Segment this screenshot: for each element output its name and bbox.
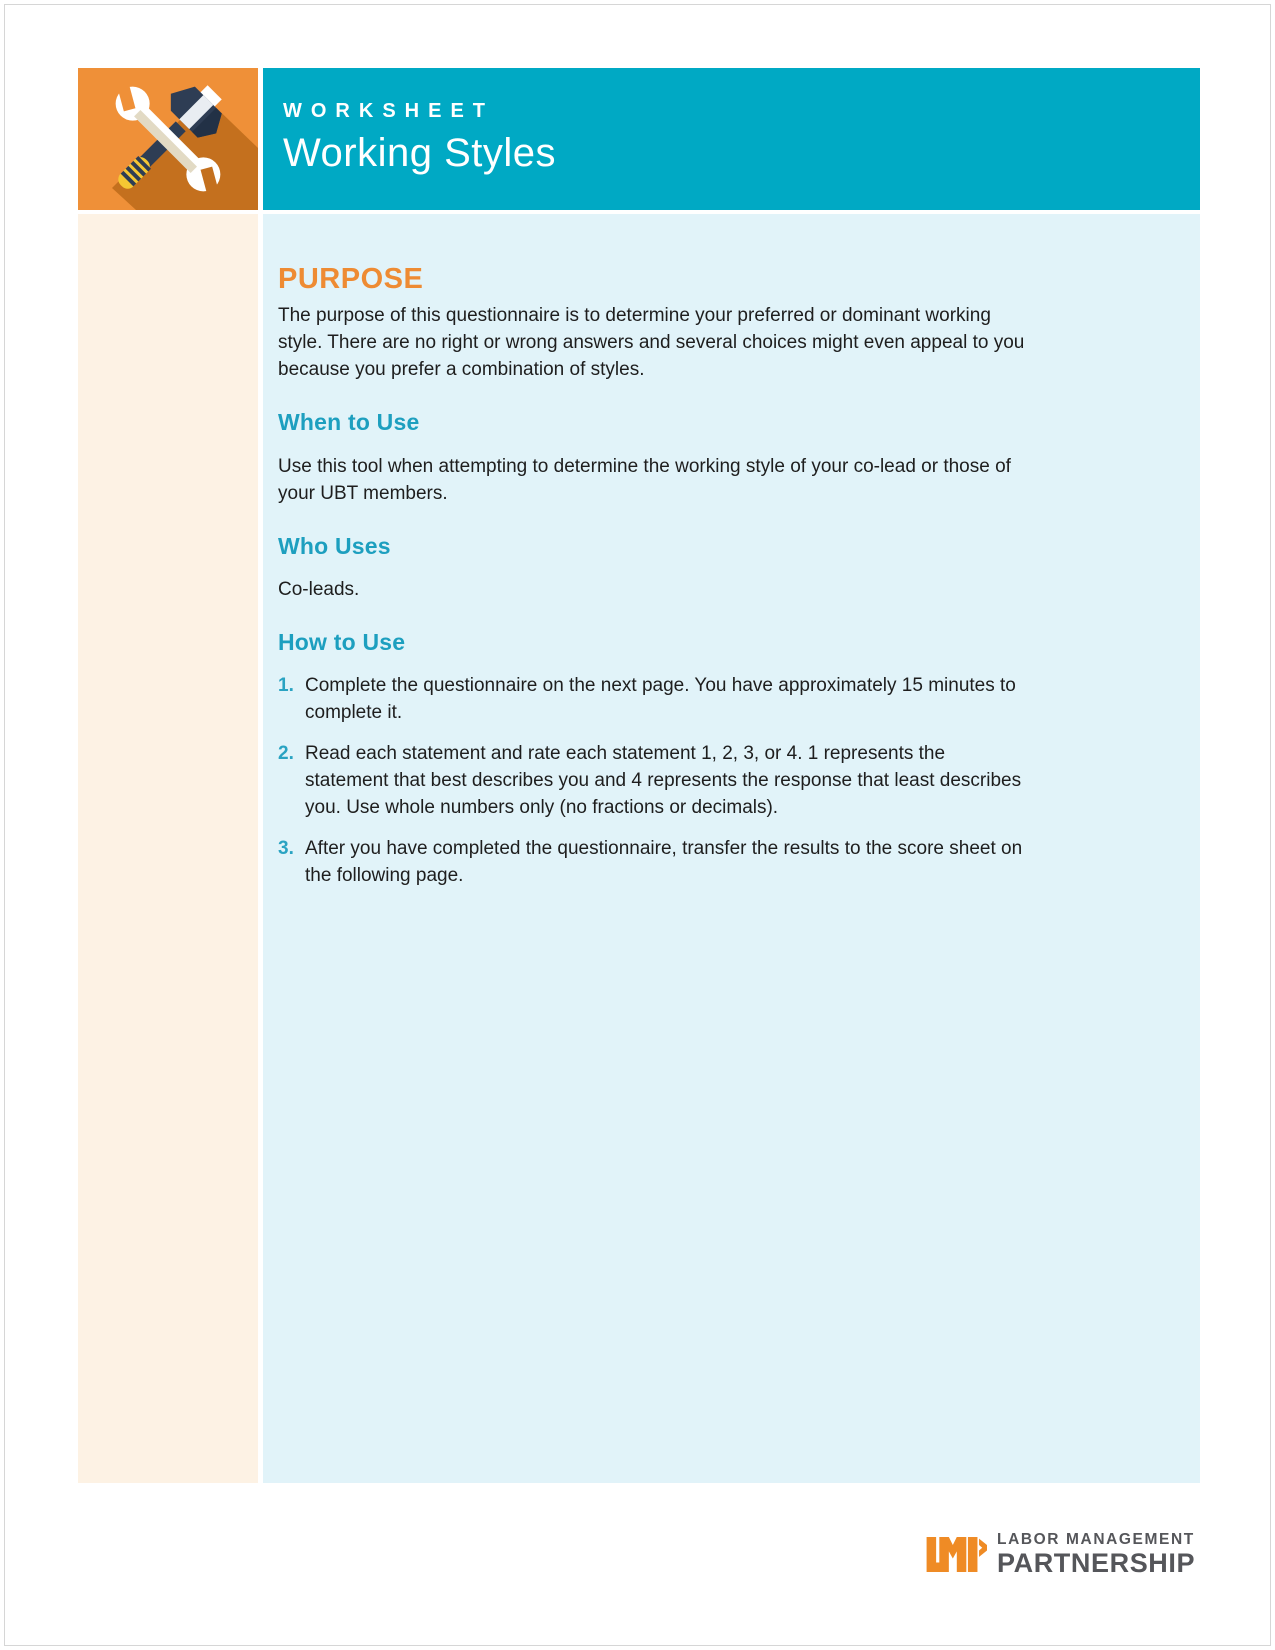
left-sidebar-stripe bbox=[78, 214, 258, 1483]
purpose-paragraph bbox=[278, 302, 1130, 383]
step-number: 2. bbox=[278, 742, 294, 764]
lmp-logo-mark-icon bbox=[925, 1532, 987, 1577]
step-line: the following page. bbox=[305, 864, 464, 886]
logo-line1: LABOR MANAGEMENT bbox=[997, 1531, 1195, 1549]
header-banner bbox=[263, 68, 1200, 210]
step-text bbox=[305, 740, 1021, 821]
step-line: statement that best describes you and 4 represents the response that least describes bbox=[305, 769, 1022, 791]
tools-icon-tile bbox=[78, 68, 258, 210]
paragraph-line: because you prefer a combination of styles. bbox=[278, 359, 645, 381]
step-line: After you have completed the questionnaire, transfer the results to the score sheet on bbox=[305, 837, 1023, 859]
who-uses-paragraph bbox=[278, 576, 1130, 603]
step-number: 3. bbox=[278, 837, 294, 859]
step-line: Complete the questionnaire on the next page. You have approximately 15 minutes to bbox=[305, 674, 1016, 696]
step-line: Read each statement and rate each statement 1, 2, 3, or 4. 1 represents the bbox=[305, 742, 946, 764]
step-line: complete it. bbox=[305, 701, 403, 723]
tools-icon bbox=[78, 68, 258, 210]
purpose-heading: PURPOSE bbox=[278, 263, 424, 295]
step-item-3 bbox=[278, 835, 1130, 889]
how-to-use-steps bbox=[278, 672, 1130, 889]
step-item-1 bbox=[278, 672, 1130, 726]
step-line: you. Use whole numbers only (no fractions or decimals). bbox=[305, 796, 779, 818]
when-to-use-heading: When to Use bbox=[278, 409, 420, 436]
step-text bbox=[305, 835, 1022, 889]
step-item-2 bbox=[278, 740, 1130, 821]
worksheet-kicker: WORKSHEET bbox=[283, 100, 494, 122]
content-panel bbox=[263, 214, 1200, 1483]
lmp-logo bbox=[925, 1532, 1195, 1577]
logo-line2: PARTNERSHIP bbox=[997, 1547, 1196, 1578]
lmp-wordmark bbox=[997, 1532, 1195, 1576]
how-to-use-heading: How to Use bbox=[278, 628, 406, 655]
paragraph-line: Use this tool when attempting to determine the working style of your co-lead or those of bbox=[278, 455, 1011, 477]
when-to-use-paragraph bbox=[278, 453, 1130, 507]
paragraph-line: Co-leads. bbox=[278, 578, 360, 600]
page-title: Working Styles bbox=[283, 131, 557, 175]
paragraph-line: your UBT members. bbox=[278, 482, 448, 504]
who-uses-heading: Who Uses bbox=[278, 532, 391, 559]
step-text bbox=[305, 672, 1016, 726]
paragraph-line: style. There are no right or wrong answers and several choices might even appeal to you bbox=[278, 332, 1025, 354]
step-number: 1. bbox=[278, 674, 294, 696]
paragraph-line: The purpose of this questionnaire is to determine your preferred or dominant working bbox=[278, 305, 991, 327]
